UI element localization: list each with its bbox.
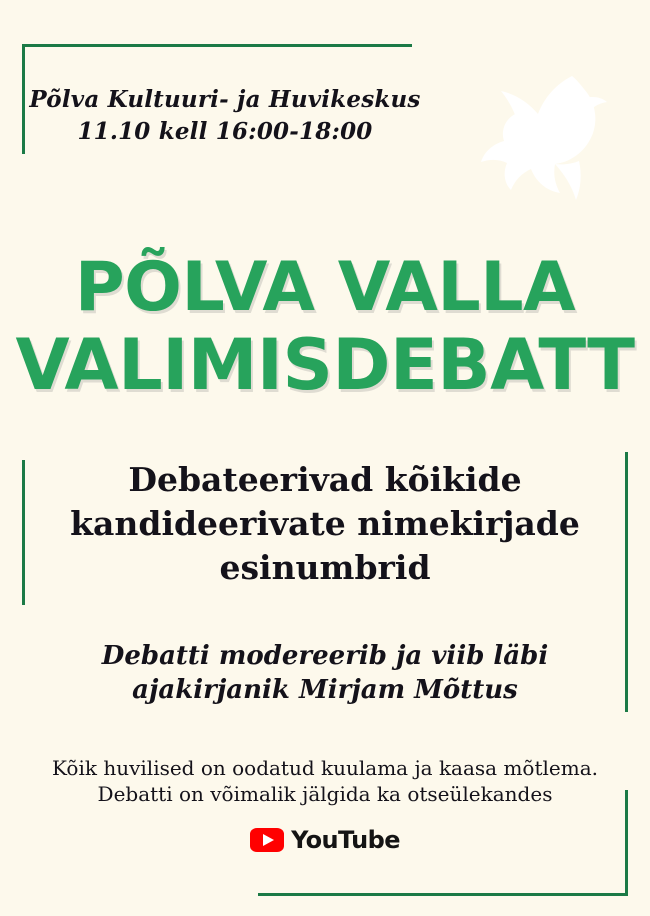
datetime-text: 11.10 kell 16:00-18:00: [77, 118, 373, 146]
youtube-icon: [250, 828, 284, 852]
page-title: [0, 250, 650, 405]
hummingbird-icon: [460, 58, 620, 218]
moderator-line-1: Debatti modereerib ja viib läbi: [101, 641, 549, 671]
venue-text: Põlva Kultuuri- ja Huvikeskus: [29, 86, 421, 113]
subtitle-line-3: esinumbrid: [219, 547, 431, 587]
subtitle-line-1: Debateerivad kõikide: [128, 460, 522, 499]
moderator-note: [25, 640, 625, 708]
frame-line-right-middle: [625, 452, 628, 712]
title-line-2: VALIMISDEBATT: [15, 324, 635, 407]
audience-note-line-2: Debatti on võimalik jälgida ka otseülekandes: [97, 782, 553, 807]
frame-line-top: [22, 44, 412, 47]
audience-note: [15, 755, 635, 808]
moderator-line-2: ajakirjanik Mirjam Mõttus: [132, 674, 518, 705]
subtitle-line-2: kandideerivate nimekirjade: [70, 503, 580, 543]
title-line-1: PÕLVA VALLA: [74, 248, 576, 327]
subtitle: [25, 458, 625, 590]
frame-line-bottom: [258, 893, 628, 896]
poster-header: [0, 86, 450, 146]
audience-note-line-1: Kõik huvilised on oodatud kuulama ja kaasa mõtlema.: [52, 756, 598, 780]
youtube-badge[interactable]: [0, 826, 650, 854]
youtube-label: YouTube: [291, 826, 400, 854]
